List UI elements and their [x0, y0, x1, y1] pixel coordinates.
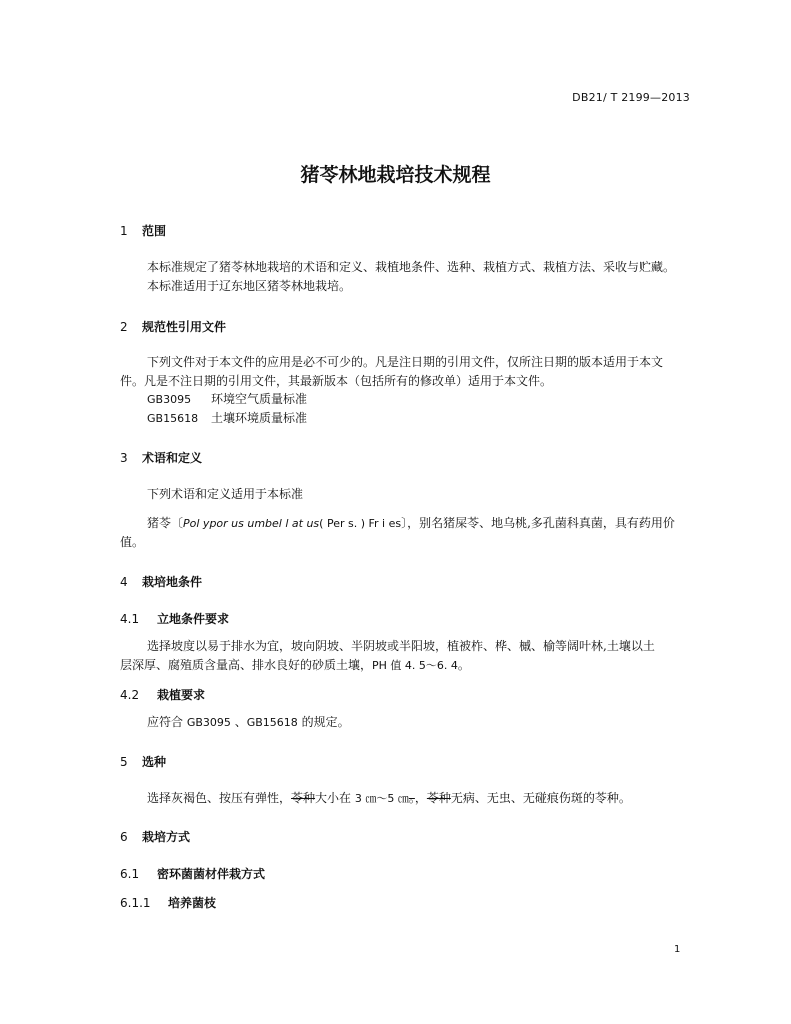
subsection-number: 6.1 — [120, 867, 140, 881]
page-number: 1 — [674, 944, 681, 955]
ph-value: PH 值 4. 5～6. 4 — [372, 659, 458, 672]
subsection-title: 密环菌菌材伴栽方式 — [157, 867, 266, 881]
section-5-paragraph — [147, 789, 631, 808]
subsection-number: 4.2 — [120, 688, 140, 702]
section-1-paragraph-1: 本标准规定了猪苓林地栽培的术语和定义、栽植地条件、选种、栽植方式、栽植方法、采收与贮藏。 — [147, 260, 676, 274]
standard-ref: GB3095 — [186, 716, 231, 729]
section-number: 1 — [120, 224, 128, 238]
soil-text: 层深厚、腐殖质含量高、排水良好的砂质土壤， — [120, 658, 373, 672]
subsection-4-2-text — [147, 713, 350, 732]
term-description: 〕，别名猪屎苓、地乌桃,多孔菌科真菌，具有药用价 — [401, 516, 675, 530]
subsection-6-1-1-heading — [120, 894, 216, 911]
subsection-6-1-heading — [120, 865, 265, 882]
subsection-title: 立地条件要求 — [157, 612, 230, 626]
section-6-heading — [120, 828, 190, 845]
section-4-heading — [120, 573, 202, 590]
section-number: 6 — [120, 830, 128, 844]
reference-code: GB3095 — [147, 393, 192, 406]
section-title: 栽培方式 — [142, 830, 191, 844]
section-title: 栽培地条件 — [142, 575, 203, 589]
term-definition-line-2: 值。 — [120, 535, 145, 549]
section-3-paragraph-1: 下列术语和定义适用于本标准 — [147, 487, 304, 501]
section-title: 范围 — [142, 224, 167, 238]
section-number: 3 — [120, 451, 128, 465]
reference-code: GB15618 — [147, 412, 199, 425]
text-suffix: 的规定。 — [297, 715, 350, 729]
subsection-4-2-heading — [120, 686, 205, 703]
term-author: ( Per s. ) Fr i es — [319, 517, 402, 530]
subsection-title: 栽植要求 — [157, 688, 206, 702]
section-title: 术语和定义 — [142, 451, 203, 465]
subsection-4-1-line-1: 选择坡度以易于排水为宜，坡向阴坡、半阴坡或半阳坡，植被柞、桦、槭、榆等阔叶林,土壤以土 — [147, 639, 655, 653]
section-2-paragraph-line-2: 件。凡是不注日期的引用文件，其最新版本（包括所有的修改单）适用于本文件。 — [120, 374, 553, 388]
line-end: 。 — [457, 658, 470, 672]
section-title: 选种 — [142, 755, 167, 769]
document-title: 猪苓林地栽培技术规程 — [300, 164, 491, 186]
text: 大小在 — [315, 791, 355, 805]
subsection-title: 培养菌枝 — [168, 896, 217, 910]
struck-text: 苓种 — [426, 791, 451, 805]
reference-item — [147, 390, 307, 409]
struck-text: 。 — [408, 791, 415, 805]
term-latin-name: Pol ypor us umbel l at us — [183, 517, 320, 530]
section-2-heading — [120, 318, 226, 335]
reference-name: 环境空气质量标准 — [211, 392, 308, 406]
struck-text: 苓种 — [291, 791, 316, 805]
reference-name: 土壤环境质量标准 — [211, 411, 308, 425]
subsection-number: 6.1.1 — [120, 896, 151, 910]
text: 选择灰褐色、按压有弹性， — [147, 791, 292, 805]
section-5-heading — [120, 753, 166, 770]
subsection-4-1-line-2 — [120, 656, 470, 675]
section-1-paragraph-2: 本标准适用于辽东地区猪苓林地栽培。 — [147, 279, 352, 293]
section-3-heading — [120, 449, 202, 466]
separator: 、 — [230, 715, 247, 729]
section-1-heading — [120, 222, 166, 239]
section-number: 4 — [120, 575, 128, 589]
size-range: 3 ㎝～5 ㎝ — [354, 792, 409, 805]
term-definition-line-1 — [147, 514, 675, 533]
section-title: 规范性引用文件 — [142, 320, 227, 334]
subsection-4-1-heading — [120, 610, 229, 627]
section-number: 2 — [120, 320, 128, 334]
text-prefix: 应符合 — [147, 715, 187, 729]
text: ， — [414, 791, 427, 805]
reference-item — [147, 409, 307, 428]
section-2-paragraph-line-1: 下列文件对于本文件的应用是必不可少的。凡是注日期的引用文件，仅所注日期的版本适用于本文 — [147, 355, 664, 369]
text: 无病、无虫、无碰痕伤斑的苓种。 — [450, 791, 631, 805]
term-name: 猪苓〔 — [147, 516, 184, 530]
standard-code: DB21/ T 2199—2013 — [572, 91, 690, 104]
section-number: 5 — [120, 755, 128, 769]
subsection-number: 4.1 — [120, 612, 140, 626]
standard-ref: GB15618 — [246, 716, 298, 729]
